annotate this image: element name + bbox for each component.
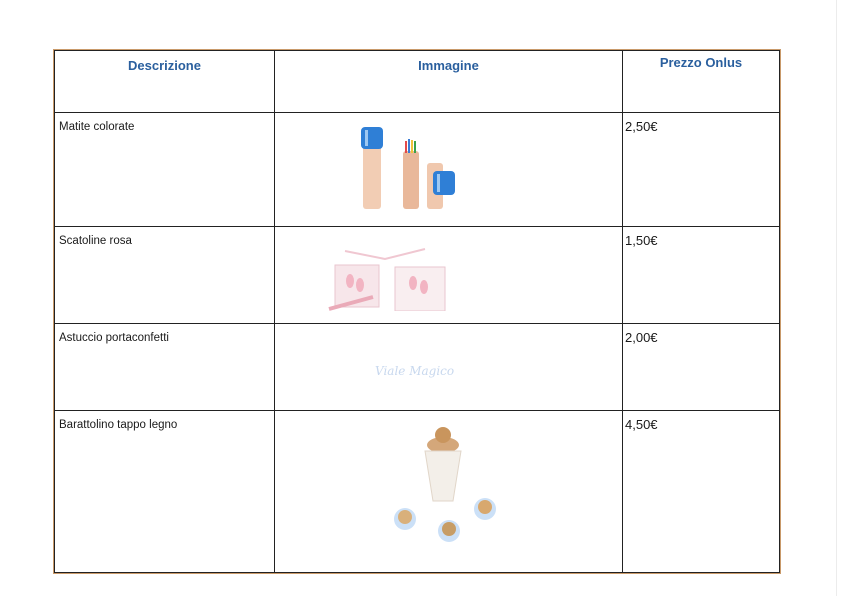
item-image-cell <box>275 411 623 573</box>
table-row <box>55 113 780 227</box>
item-image-cell <box>275 324 623 411</box>
item-price: 2,50€ <box>623 113 780 227</box>
item-description: Scatoline rosa <box>55 227 275 324</box>
scan-edge-line <box>836 0 837 596</box>
item-image-cell <box>275 113 623 227</box>
header-description: Descrizione <box>55 51 275 113</box>
header-row <box>55 51 780 113</box>
header-price: Prezzo Onlus <box>623 51 780 113</box>
header-image: Immagine <box>275 51 623 113</box>
table-row <box>55 324 780 411</box>
viale-magico-logo: Viale Magico <box>375 364 455 378</box>
price-list-table <box>54 50 780 573</box>
table-row <box>55 227 780 324</box>
pink-boxes-image <box>325 241 455 317</box>
item-price: 2,00€ <box>623 324 780 411</box>
item-description: Astuccio portaconfetti <box>55 324 275 411</box>
item-description: Matite colorate <box>55 113 275 227</box>
item-image-cell <box>275 227 623 324</box>
item-description: Barattolino tappo legno <box>55 411 275 573</box>
wooden-jar-image <box>385 421 505 561</box>
item-price: 4,50€ <box>623 411 780 573</box>
colored-pencils-image <box>355 123 475 215</box>
item-price: 1,50€ <box>623 227 780 324</box>
table-row <box>55 411 780 573</box>
